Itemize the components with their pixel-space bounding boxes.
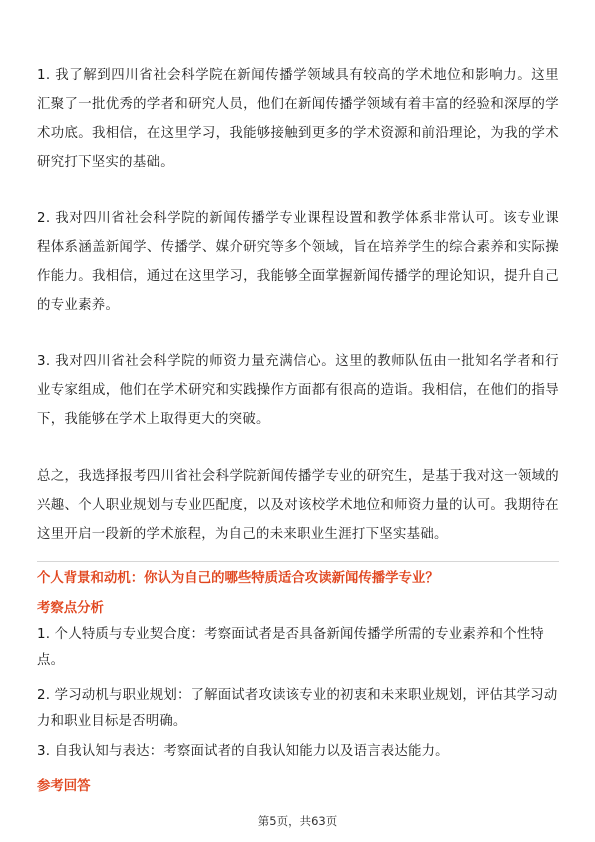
- body-paragraph-3: 3. 我对四川省社会科学院的师资力量充满信心。这里的教师队伍由一批知名学者和行业专家组成，他们在学术研究和实践操作方面都有很高的造诣。我相信，在他们的指导下，我能够在学术上取得更大的突破。: [37, 354, 559, 427]
- body-paragraph-1: 1. 我了解到四川省社会科学院在新闻传播学领域具有较高的学术地位和影响力。这里汇聚了一批优秀的学者和研究人员，他们在新闻传播学领域有着丰富的经验和深厚的学术功底。我相信，在这里学习，我能够接触到更多的学术资源和前沿理论，为我的学术研究打下坚实的基础。: [37, 68, 559, 170]
- analysis-item-3: 3. 自我认知与表达：考察面试者的自我认知能力以及语言表达能力。: [37, 744, 449, 759]
- body-paragraph-2: 2. 我对四川省社会科学院的新闻传播学专业课程设置和教学体系非常认可。该专业课程体系涵盖新闻学、传播学、媒介研究等多个领域，旨在培养学生的综合素养和实际操作能力。我相信，通过在这里学习，我能够全面掌握新闻传播学的理论知识，提升自己的专业素养。: [37, 211, 559, 313]
- interview-question: 个人背景和动机：你认为自己的哪些特质适合攻读新闻传播学专业？: [37, 571, 439, 586]
- analysis-item-2: 2. 学习动机与职业规划：了解面试者攻读该专业的初衷和未来职业规划，评估其学习动力和职业目标是否明确。: [37, 688, 558, 729]
- summary-paragraph: 总之，我选择报考四川省社会科学院新闻传播学专业的研究生，是基于我对这一领域的兴趣、个人职业规划与专业匹配度，以及对该校学术地位和师资力量的认可。我期待在这里开启一段新的学术旅程，为自己的未来职业生涯打下坚实基础。: [37, 469, 559, 542]
- section-divider: [37, 561, 559, 562]
- analysis-heading: 考察点分析: [37, 601, 104, 616]
- answer-heading: 参考回答: [37, 779, 91, 794]
- analysis-item-1: 1. 个人特质与专业契合度：考察面试者是否具备新闻传播学所需的专业素养和个性特点。: [37, 627, 544, 668]
- page-number-footer: 第5页，共63页: [257, 814, 338, 828]
